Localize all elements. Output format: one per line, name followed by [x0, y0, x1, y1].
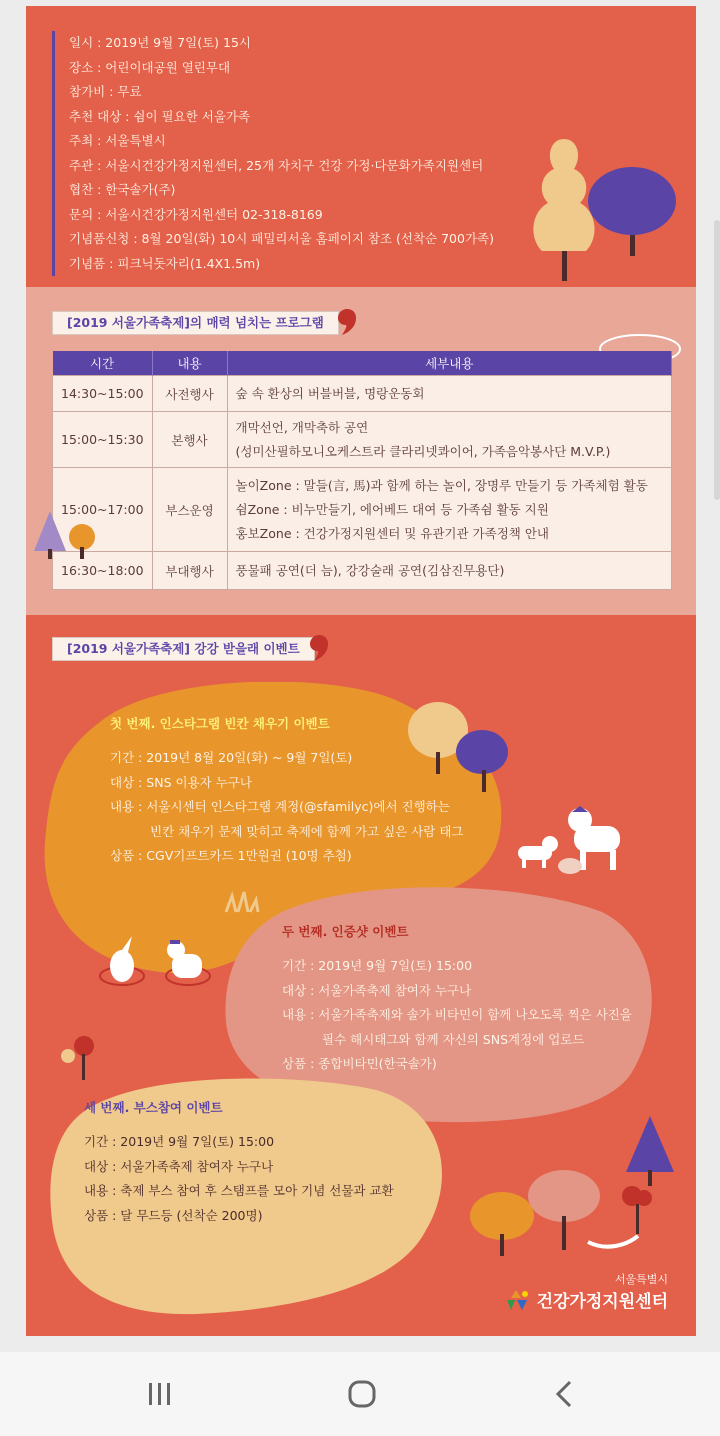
- horse-illustration: [514, 806, 634, 886]
- logo-small-text: 서울특별시: [614, 1273, 668, 1286]
- event-second-content: 내용 : 서울가족축제와 솔가 비타민이 함께 나오도록 찍은 사진을: [282, 1007, 632, 1022]
- event-first-target: 대상 : SNS 이용자 누구나: [110, 774, 252, 790]
- detail-line: 숲 속 환상의 버블버블, 명랑운동회: [235, 385, 425, 401]
- row-time: 16:30~18:00: [53, 552, 153, 590]
- logo-mark-icon: [501, 1288, 531, 1312]
- table-row: [53, 468, 672, 552]
- info-target: 추천 대상 : 쉼이 필요한 서울가족: [69, 108, 251, 124]
- back-icon: [552, 1380, 576, 1408]
- event-second-target: 대상 : 서울가족축제 참여자 누구나: [282, 982, 472, 998]
- home-button[interactable]: [342, 1374, 382, 1414]
- event-first-content-cont: 빈칸 채우기 문제 맞히고 축제에 함께 가고 싶은 사람 태그: [150, 823, 464, 839]
- event-second-title: 두 번째. 인증샷 이벤트: [282, 924, 409, 939]
- row-details: [227, 468, 671, 552]
- small-trees-illustration: [32, 505, 98, 561]
- info-souvenir: 기념품 : 피크닉돗자리(1.4X1.5m): [69, 255, 261, 271]
- row-time: 14:30~15:00: [53, 376, 153, 412]
- event-first-period: 기간 : 2019년 8월 20일(화) ~ 9월 7일(토): [110, 750, 353, 765]
- header-time: 시간: [53, 351, 153, 376]
- event-third-target: 대상 : 서울가족축제 참여자 누구나: [84, 1158, 274, 1174]
- event-third-period: 기간 : 2019년 9월 7일(토) 15:00: [84, 1134, 275, 1149]
- info-fee: 참가비 : 무료: [69, 84, 142, 99]
- row-type: 부대행사: [152, 552, 227, 590]
- recent-apps-button[interactable]: [140, 1374, 180, 1414]
- comma-mark: [338, 309, 356, 335]
- info-venue: 장소 : 어린이대공원 열린무대: [69, 59, 231, 75]
- home-icon: [347, 1380, 377, 1408]
- program-tag: [2019 서울가족축제]의 매력 넘치는 프로그램: [52, 311, 339, 335]
- event-first: [110, 714, 464, 869]
- navigation-bar: [0, 1352, 720, 1436]
- header-content: 내용: [152, 351, 227, 376]
- info-organizer: 주관 : 서울시건강가정지원센터, 25개 자치구 건강 가정·다문화가족지원센터: [69, 157, 484, 173]
- info-contact: 문의 : 서울시건강가정지원센터 02-318-8169: [69, 206, 323, 222]
- event-second-content-cont: 필수 해시태그와 함께 자신의 SNS계정에 업로드: [322, 1031, 585, 1047]
- info-date: 일시 : 2019년 9월 7일(토) 15시: [69, 35, 251, 50]
- program-table: [52, 351, 672, 590]
- detail-line: 쉼Zone : 비누만들기, 에어베드 대여 등 가족쉼 활동 지원: [235, 501, 549, 517]
- bunny-illustration: [92, 936, 222, 1006]
- row-type: 본행사: [152, 412, 227, 468]
- event-second: [282, 922, 632, 1077]
- event-first-title: 첫 번째. 인스타그램 빈칸 채우기 이벤트: [110, 716, 330, 731]
- program-section: [26, 287, 696, 615]
- detail-line: (성미산필하모니오케스트라 클라리넷콰이어, 가족음악봉사단 M.V.P.): [235, 443, 611, 459]
- table-header-row: [53, 351, 672, 376]
- scrollbar[interactable]: [714, 220, 720, 500]
- row-details: [227, 376, 671, 412]
- organization-logo: [501, 1271, 668, 1312]
- table-row: [53, 376, 672, 412]
- event-info: [52, 31, 569, 276]
- event-first-content: 내용 : 서울시센터 인스타그램 계정(@sfamilyc)에서 진행하는: [110, 799, 450, 814]
- event-first-prize: 상품 : CGV기프트카드 1만원권 (10명 추첨): [110, 848, 352, 863]
- row-details: [227, 552, 671, 590]
- forest-illustration: [468, 1112, 678, 1262]
- info-host: 주최 : 서울특별시: [69, 133, 166, 148]
- poster: [26, 6, 696, 1336]
- detail-line: 홍보Zone : 건강가정지원센터 및 유관기관 가족정책 안내: [235, 525, 549, 541]
- events-tag: [2019 서울가족축제] 강강 받을래 이벤트: [52, 637, 315, 661]
- header-details: 세부내용: [227, 351, 671, 376]
- table-row: [53, 412, 672, 468]
- event-third-content: 내용 : 축제 부스 참여 후 스탬프를 모아 기념 선물과 교환: [84, 1183, 394, 1198]
- detail-line: 개막선언, 개막축하 공연: [235, 419, 369, 435]
- event-third-title: 세 번째. 부스참여 이벤트: [84, 1100, 223, 1115]
- row-details: [227, 412, 671, 468]
- logo-big-text: 건강가정지원센터: [536, 1292, 668, 1312]
- table-row: [53, 552, 672, 590]
- event-third: [84, 1098, 394, 1228]
- detail-line: 풍물패 공연(더 늠), 강강술래 공연(김삼진무용단): [235, 562, 505, 578]
- event-third-prize: 상품 : 달 무드등 (선착순 200명): [84, 1207, 263, 1223]
- info-sponsor: 협찬 : 한국솔가(주): [69, 182, 176, 197]
- row-type: 사전행사: [152, 376, 227, 412]
- tree-illustration-top: [526, 131, 686, 291]
- row-time: 15:00~15:30: [53, 412, 153, 468]
- row-time: 15:00~17:00: [53, 468, 153, 552]
- recent-apps-icon: [145, 1381, 175, 1407]
- event-second-period: 기간 : 2019년 9월 7일(토) 15:00: [282, 958, 473, 973]
- back-button[interactable]: [544, 1374, 584, 1414]
- comma-mark: [310, 635, 328, 661]
- event-second-prize: 상품 : 종합비타민(한국솔가): [282, 1056, 437, 1071]
- detail-line: 놀이Zone : 말들(言, 馬)과 함께 하는 놀이, 장명루 만들기 등 가족체험 활동: [235, 477, 648, 493]
- info-souvenir-apply: 기념품신청 : 8월 20일(화) 10시 패밀리서울 홈페이지 참조 (선착순 700가족): [69, 231, 494, 246]
- row-type: 부스운영: [152, 468, 227, 552]
